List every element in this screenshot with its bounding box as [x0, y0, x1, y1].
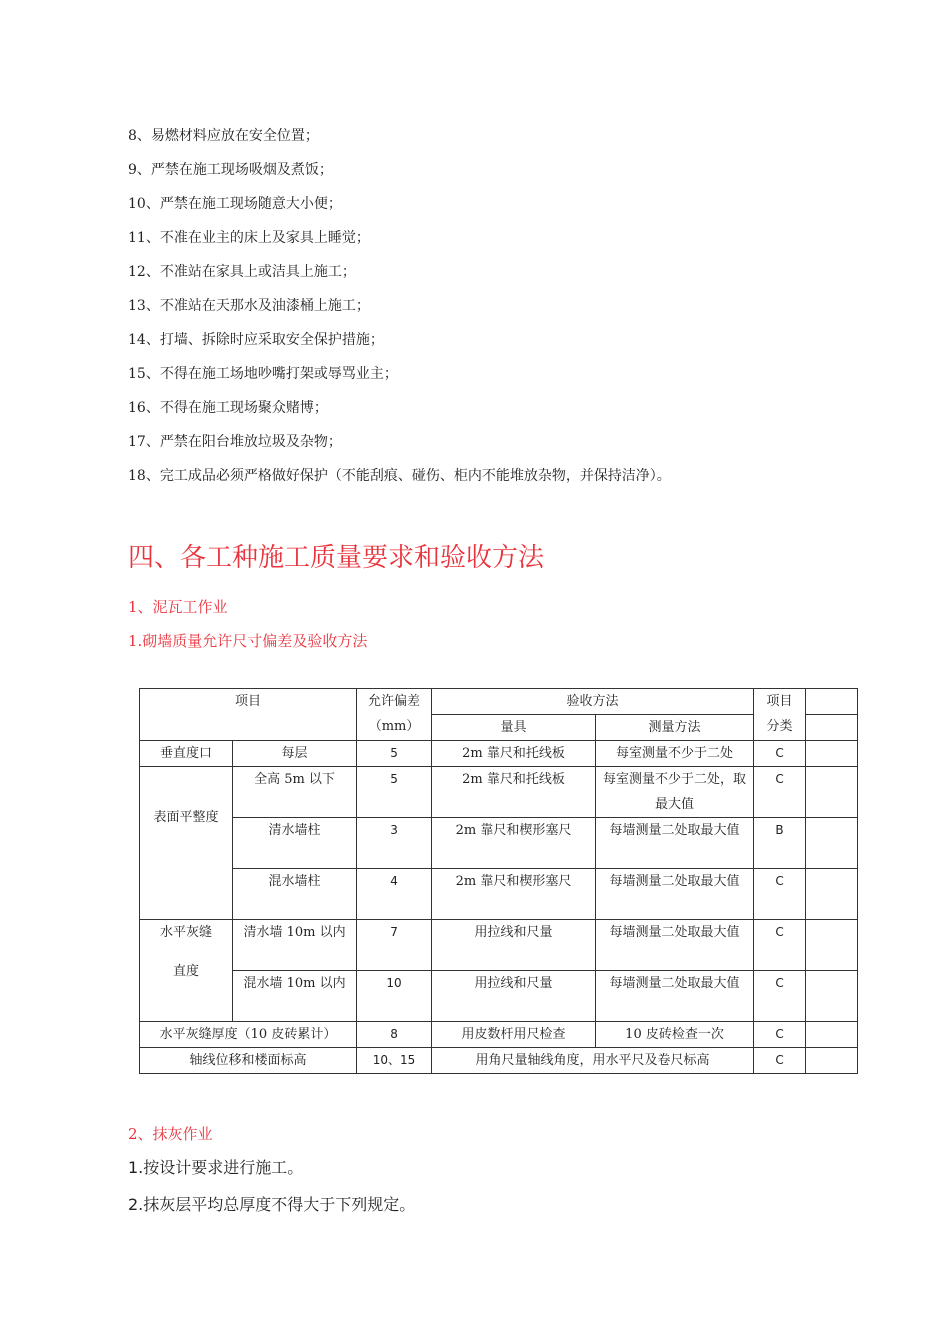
empty-cell [806, 715, 858, 741]
rule-item: 10、严禁在施工现场随意大小便； [128, 196, 342, 212]
table-cell: C [754, 767, 806, 818]
table-cell: 用角尺量轴线角度，用水平尺及卷尺标高 [432, 1048, 754, 1074]
table-row [140, 971, 858, 1022]
table-cell: B [754, 818, 806, 869]
empty-cell [806, 689, 858, 715]
table-cell: 每室测量不少于二处 [596, 741, 754, 767]
table-cell: 每墙测量二处取最大值 [596, 818, 754, 869]
empty-cell [806, 869, 858, 920]
empty-cell [806, 1022, 858, 1048]
empty-cell [806, 971, 858, 1022]
header-cell: 验收方法 [432, 689, 754, 715]
rule-item: 18、完工成品必须严格做好保护（不能刮痕、碰伤、柜内不能堆放杂物，并保持洁净）。 [128, 468, 671, 484]
header-cell: 项目 [140, 689, 357, 741]
table-cell: 混水墙柱 [233, 869, 357, 920]
table-cell: 清水墙柱 [233, 818, 357, 869]
table-cell: C [754, 869, 806, 920]
table-cell: C [754, 1022, 806, 1048]
table-cell: 10、15 [357, 1048, 432, 1074]
header-cell: 测量方法 [596, 715, 754, 741]
table-cell: 2m 靠尺和楔形塞尺 [432, 869, 596, 920]
header-cell-text: 项目 [766, 694, 793, 709]
table-cell: 2m 靠尺和托线板 [432, 767, 596, 818]
subsection-title: 1、泥瓦工作业 [128, 598, 228, 616]
empty-cell [806, 920, 858, 971]
table-cell: 每层 [233, 741, 357, 767]
table-cell: 3 [357, 818, 432, 869]
table-cell [140, 920, 233, 1022]
empty-cell [806, 767, 858, 818]
header-cell-text: （mm） [368, 719, 420, 734]
subsection-title: 1.砌墙质量允许尺寸偏差及验收方法 [128, 632, 368, 650]
table-cell: 每墙测量二处取最大值 [596, 971, 754, 1022]
table-cell: 5 [357, 767, 432, 818]
header-cell [754, 689, 806, 741]
table-cell: 用拉线和尺量 [432, 920, 596, 971]
table-row [140, 818, 858, 869]
table-cell: C [754, 1048, 806, 1074]
rule-item: 12、不准站在家具上或洁具上施工； [128, 264, 356, 280]
rule-item: 17、严禁在阳台堆放垃圾及杂物； [128, 434, 342, 450]
table-cell: 全高 5m 以下 [233, 767, 357, 818]
table-cell-text: 水平灰缝 [159, 925, 212, 940]
table-row [140, 741, 858, 767]
empty-cell [806, 818, 858, 869]
table-cell: 2m 靠尺和托线板 [432, 741, 596, 767]
table-cell: 每墙测量二处取最大值 [596, 869, 754, 920]
table-cell: 水平灰缝厚度（10 皮砖累计） [140, 1022, 357, 1048]
table-cell: 混水墙 10m 以内 [233, 971, 357, 1022]
paragraph: 2.抹灰层平均总厚度不得大于下列规定。 [128, 1195, 416, 1214]
table-cell-text: 直度 [172, 964, 199, 979]
header-cell: 量具 [432, 715, 596, 741]
rule-item: 8、易燃材料应放在安全位置； [128, 128, 319, 144]
table-row [140, 1048, 858, 1074]
table-cell: 10 [357, 971, 432, 1022]
table-cell: 轴线位移和楼面标高 [140, 1048, 357, 1074]
table-cell: C [754, 920, 806, 971]
table-cell: 7 [357, 920, 432, 971]
table-cell: 2m 靠尺和楔形塞尺 [432, 818, 596, 869]
rule-item: 16、不得在施工现场聚众赌博； [128, 400, 328, 416]
table-cell: 表面平整度 [140, 767, 233, 920]
table-cell: 10 皮砖检查一次 [596, 1022, 754, 1048]
paragraph: 1.按设计要求进行施工。 [128, 1158, 304, 1177]
table-cell: 垂直度口 [140, 741, 233, 767]
empty-cell [806, 741, 858, 767]
table-cell: 每墙测量二处取最大值 [596, 920, 754, 971]
section-title: 四、各工种施工质量要求和验收方法 [128, 543, 545, 573]
rule-item: 14、打墙、拆除时应采取安全保护措施； [128, 332, 384, 348]
table-cell: 4 [357, 869, 432, 920]
empty-cell [806, 1048, 858, 1074]
subsection-title: 2、抹灰作业 [128, 1125, 213, 1143]
rule-item: 11、不准在业主的床上及家具上睡觉； [128, 230, 370, 246]
header-cell-text: 分类 [766, 719, 793, 734]
table-row [140, 767, 858, 818]
table-header-row [140, 689, 858, 715]
table-row [140, 869, 858, 920]
header-cell [357, 689, 432, 741]
table-cell: C [754, 741, 806, 767]
table-cell: 清水墙 10m 以内 [233, 920, 357, 971]
table-cell: 8 [357, 1022, 432, 1048]
tolerance-table [139, 688, 858, 1074]
table-cell: 每室测量不少于二处，取最大值 [596, 767, 754, 818]
table-cell: 用拉线和尺量 [432, 971, 596, 1022]
table-row [140, 1022, 858, 1048]
table-cell: 5 [357, 741, 432, 767]
table-row [140, 920, 858, 971]
rule-item: 15、不得在施工场地吵嘴打架或辱骂业主； [128, 366, 398, 382]
rule-item: 9、严禁在施工现场吸烟及煮饭； [128, 162, 333, 178]
header-cell-text: 允许偏差 [368, 694, 421, 709]
table-cell: 用皮数杆用尺检查 [432, 1022, 596, 1048]
rule-item: 13、不准站在天那水及油漆桶上施工； [128, 298, 370, 314]
table-cell: C [754, 971, 806, 1022]
